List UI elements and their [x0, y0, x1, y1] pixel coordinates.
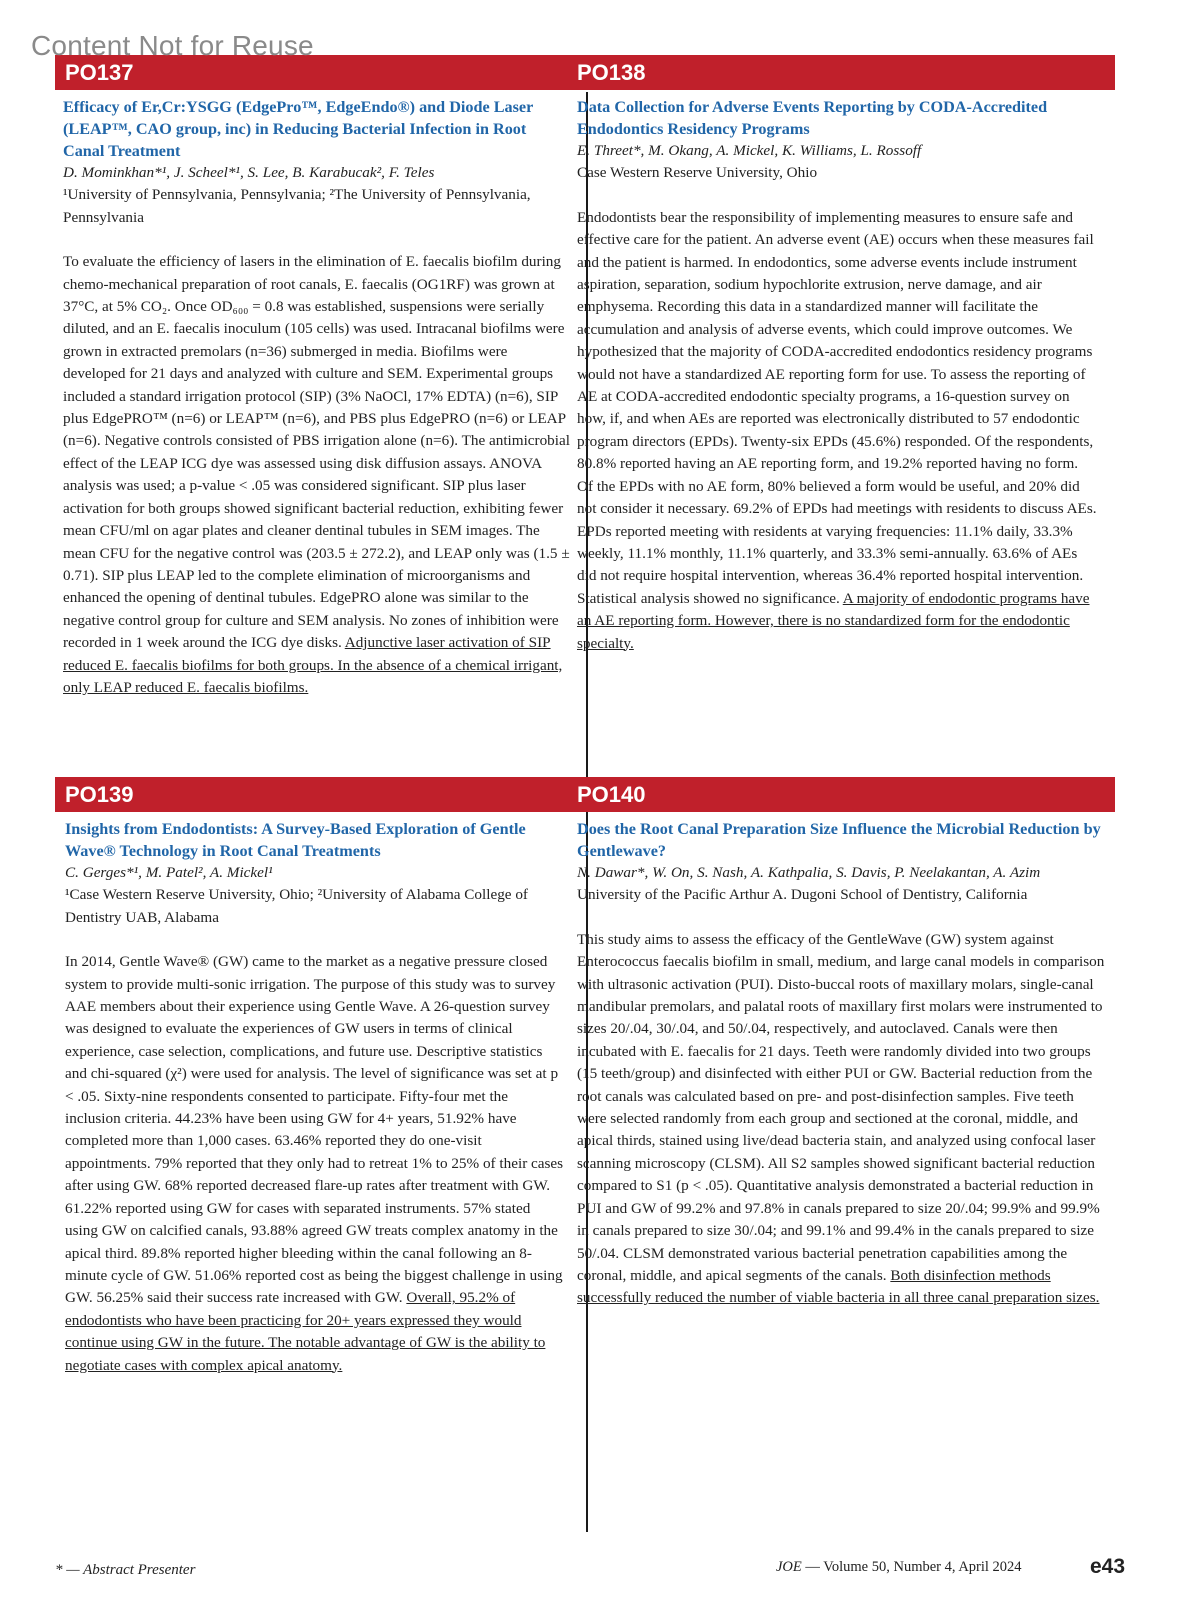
abstract-body [577, 207, 1097, 655]
abstract-po137 [63, 96, 571, 699]
abstract-text: This study aims to assess the efficacy of the GentleWave (GW) system against Enterococcus faecalis biofilm in small, medium, and large canal models in comparison with ultrasonic activation (PUI). Disto-buccal roots of maxillary molars, single-canal mandibular premolars, and palatal roots of maxillary first molars were instrumented to sizes 20/.04, 30/.04, and 50/.04, respectively, and autoclaved. Canals were then incubated with E. faecalis for 21 days. Teeth were randomly divided into two groups (15 teeth/group) and disinfected with either PUI or GW. Bacterial reduction from the root canals was calculated based on pre- and post-disinfection samples. Five teeth were selected randomly from each group and sectioned at the coronal, middle, and apical thirds, stained using live/dead bacteria stain, and analyzed using confocal laser scanning microscopy (CLSM). All S2 samples showed significant bacterial reduction compared to S1 (p < .05). Quantitative analysis demonstrated a bacterial reduction in PUI and GW of 99.2% and 97.8% in canals prepared to size 20/.04; 99.9% and 99.9% in canals prepared to size 30/.04; and 99.1% and 99.4% in the canals prepared to size 50/.04. CLSM demonstrated various bacterial penetration capabilities among the coronal, middle, and apical segments of the canals. [577, 930, 1105, 1284]
abstract-po140 [577, 818, 1105, 1310]
abstract-header-po140: PO140 [567, 777, 1115, 812]
journal-name: JOE [776, 1559, 802, 1575]
abstract-conclusion: A majority of endodontic programs have an AE reporting form. However, there is no standardized form for the endodontic specialty. [577, 589, 1090, 652]
abstract-affiliation: University of the Pacific Arthur A. Dugoni School of Dentistry, California [577, 886, 1028, 904]
abstract-title: Does the Root Canal Preparation Size Influence the Microbial Reduction by Gentlewave? [577, 820, 1101, 860]
abstract-title: Efficacy of Er,Cr:YSGG (EdgePro™, EdgeEndo®) and Diode Laser (LEAP™, CAO group, inc) in Reducing Bacterial Infection in Root Canal Treatment [63, 98, 533, 160]
abstract-text: In 2014, Gentle Wave® (GW) came to the market as a negative pressure closed system to provide multi-sonic irrigation. The purpose of this study was to survey AAE members about their experience using Gentle Wave. A 26-question survey was designed to evaluate the experiences of GW users in terms of clinical experience, case selection, complications, and future use. Descriptive statistics and chi-squared (χ²) were used for analysis. The level of significance was set at p < .05. Sixty-nine respondents consented to participate. Fifty-four met the inclusion criteria. 44.23% have been using GW for 4+ years, 51.92% have completed more than 1,000 cases. 63.46% reported they do one-visit appointments. 79% reported that they only had to retreat 1% to 25% of their cases after using GW. 68% reported decreased flare-up rates after treatment with GW. 61.22% reported using GW for cases with separated instruments. 57% stated using GW on calcified canals, 93.88% agreed GW treats complex anatomy in the apical third. 89.8% reported higher bleeding within the canal following an 8-minute cycle of GW. 51.06% reported cost as being the biggest challenge in using GW. 56.25% said their success rate increased with GW. [65, 953, 564, 1307]
abstract-po139 [65, 818, 565, 1377]
journal-issue: — Volume 50, Number 4, April 2024 [801, 1559, 1022, 1575]
abstract-header-po138: PO138 [567, 55, 1115, 90]
abstract-conclusion: Overall, 95.2% of endodontists who have been practicing for 20+ years expressed they would continue using GW in the future. The notable advantage of GW is the ability to negotiate cases with complex apical anatomy. [65, 1289, 546, 1374]
abstract-authors: N. Dawar*, W. On, S. Nash, A. Kathpalia, S. Davis, P. Neelakantan, A. Azim [577, 864, 1041, 881]
abstract-body [65, 951, 565, 1377]
abstract-title: Data Collection for Adverse Events Reporting by CODA-Accredited Endodontics Residency Programs [577, 98, 1048, 138]
page-number: e43 [1090, 1555, 1126, 1578]
abstract-text: Endodontists bear the responsibility of implementing measures to ensure safe and effective care for the patient. An adverse event (AE) occurs when these measures fail and the patient is harmed. In endodontics, some adverse events include instrument aspiration, separation, sodium hypochlorite extrusion, nerve damage, and air emphysema. Recording this data in a standardized manner will facilitate the accumulation and analysis of adverse events, which could improve outcomes. We hypothesized that the majority of CODA-accredited endodontics residency programs would not have a standardized AE reporting form for use. To assess the reporting of AE at CODA-accredited endodontic specialty programs, a 16-question survey on how, if, and when AEs are reported was electronically distributed to 57 endodontic program directors (EPDs). Twenty-six EPDs (45.6%) responded. Of the respondents, 80.8% reported having an AE reporting form, and 19.2% reported having no form. Of the EPDs with no AE form, 80% believed a form would be useful, and 20% did not consider it necessary. 69.2% of EPDs had meetings with residents to discuss AEs. EPDs reported meeting with residents at varying frequencies: 11.1% daily, 33.3% weekly, 11.1% monthly, 11.1% quarterly, and 33.3% semi-annually. 63.6% of AEs did not require hospital intervention, whereas 36.4% reported hospital intervention. Statistical analysis showed no significance. [577, 208, 1097, 607]
abstract-authors: C. Gerges*¹, M. Patel², A. Mickel¹ [65, 864, 273, 881]
abstract-authors: E. Threet*, M. Okang, A. Mickel, K. Williams, L. Rossoff [577, 142, 922, 159]
abstract-header-po137: PO137 [55, 55, 588, 90]
abstract-conclusion: Adjunctive laser activation of SIP reduced E. faecalis biofilms for both groups. In the absence of a chemical irrigant, only LEAP reduced E. faecalis biofilms. [63, 634, 563, 696]
abstract-authors: D. Mominkhan*¹, J. Scheel*¹, S. Lee, B. Karabucak², F. Teles [63, 164, 435, 181]
abstract-header-po139: PO139 [55, 777, 588, 812]
abstract-title: Insights from Endodontists: A Survey-Based Exploration of Gentle Wave® Technology in Root Canal Treatments [65, 820, 526, 860]
abstract-body [577, 929, 1105, 1310]
journal-citation [776, 1559, 1022, 1576]
presenter-note: * — Abstract Presenter [55, 1562, 196, 1578]
abstract-body [63, 251, 571, 699]
abstract-po138 [577, 96, 1097, 655]
abstract-affiliation: Case Western Reserve University, Ohio [577, 164, 818, 182]
abstract-conclusion: Both disinfection methods successfully reduced the number of viable bacteria in all three canal preparation sizes. [577, 1266, 1100, 1307]
abstract-affiliation: ¹University of Pennsylvania, Pennsylvania; ²The University of Pennsylvania, Pennsylvania [63, 186, 531, 226]
abstract-affiliation: ¹Case Western Reserve University, Ohio; ²University of Alabama College of Dentistry UAB, Alabama [65, 886, 528, 926]
watermark: Content Not for Reuse [31, 30, 314, 61]
abstract-text: To evaluate the efficiency of lasers in the elimination of E. faecalis biofilm during chemo-mechanical preparation of root canals, E. faecalis (OG1RF) was grown at 37°C, at 5% CO₂. Once OD₆₀₀ = 0.8 was established, suspensions were serially diluted, and an E. faecalis inoculum (105 cells) was used. Intracanal biofilms were grown in extracted premolars (n=36) submerged in media. Biofilms were developed for 21 days and analyzed with culture and SEM. Experimental groups included a standard irrigation protocol (SIP) (3% NaOCl, 17% EDTA) (n=6), SIP plus EdgePRO™ (n=6) or LEAP™ (n=6), and PBS plus EdgePRO (n=6) or LEAP (n=6). Negative controls consisted of PBS irrigation alone (n=6). The antimicrobial effect of the LEAP ICG dye was assessed using disk diffusion assays. ANOVA analysis was used; a p-value < .05 was considered significant. SIP plus laser activation for both groups showed significant bacterial reduction, exhibiting fewer mean CFU/ml on agar plates and cleaner dentinal tubules in SEM images. The mean CFU for the negative control was (203.5 ± 272.2), and LEAP only was (1.5 ± 0.71). SIP plus LEAP led to the complete elimination of microorganisms and enhanced the opening of dentinal tubules. EdgePRO alone was similar to the negative control group for culture and SEM analysis. No zones of inhibition were recorded in 1 week around the ICG dye disks. [63, 253, 570, 652]
